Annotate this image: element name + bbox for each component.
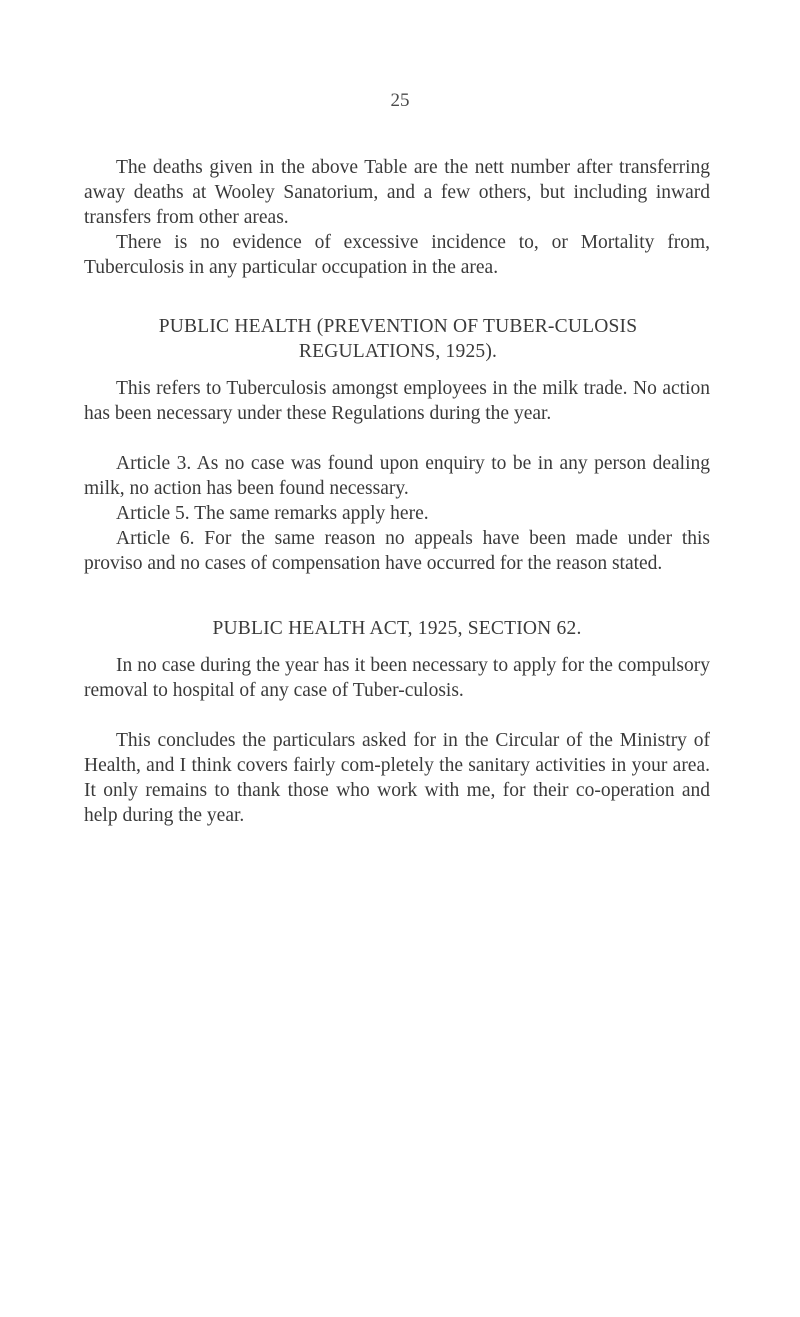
paragraph-text: This concludes the particulars asked for in the Circular of the Ministry of Health, and I think covers fairly com-pletely the sanitary activities in your area. It only remains to thank those who work with me, for their co-operation and help during the year.: [84, 730, 710, 826]
paragraph-text: In no case during the year has it been necessary to apply for the compulsory removal to hospital of any case of Tuber-culosis.: [84, 655, 710, 701]
paragraph-deaths-table: [84, 155, 710, 230]
paragraph-text: There is no evidence of excessive incidence to, or Mortality from, Tuberculosis in any particular occupation in the area.: [84, 232, 710, 278]
paragraph-milk-trade: [84, 376, 710, 426]
paragraph-text: This refers to Tuberculosis amongst employees in the milk trade. No action has been necessary under these Regulations during the year.: [84, 378, 710, 424]
paragraph-text: The deaths given in the above Table are the nett number after transferring away deaths at Wooley Sanatorium, and a few others, but including inward transfers from other areas.: [84, 157, 710, 228]
paragraph-article-3: [84, 451, 710, 501]
paragraph-text: Article 6. For the same reason no appeals have been made under this proviso and no cases of compensation have occurred for the reason stated.: [84, 528, 710, 574]
paragraph-compulsory-removal: [84, 653, 710, 703]
section-heading-public-health-act: [84, 616, 710, 641]
paragraph-article-5: [84, 501, 710, 526]
paragraph-text: Article 3. As no case was found upon enquiry to be in any person dealing milk, no action has been found necessary.: [84, 453, 710, 499]
paragraph-occupation-evidence: [84, 230, 710, 280]
heading-text: PUBLIC HEALTH (PREVENTION OF TUBER-CULOSIS REGULATIONS, 1925).: [158, 316, 638, 362]
paragraph-conclusion: [84, 728, 710, 828]
heading-text: PUBLIC HEALTH ACT, 1925, SECTION 62.: [212, 618, 582, 639]
section-heading-prevention-regulations: [98, 314, 698, 364]
paragraph-text: Article 5. The same remarks apply here.: [116, 503, 429, 524]
paragraph-article-6: [84, 526, 710, 576]
page-number: 25: [390, 90, 410, 111]
